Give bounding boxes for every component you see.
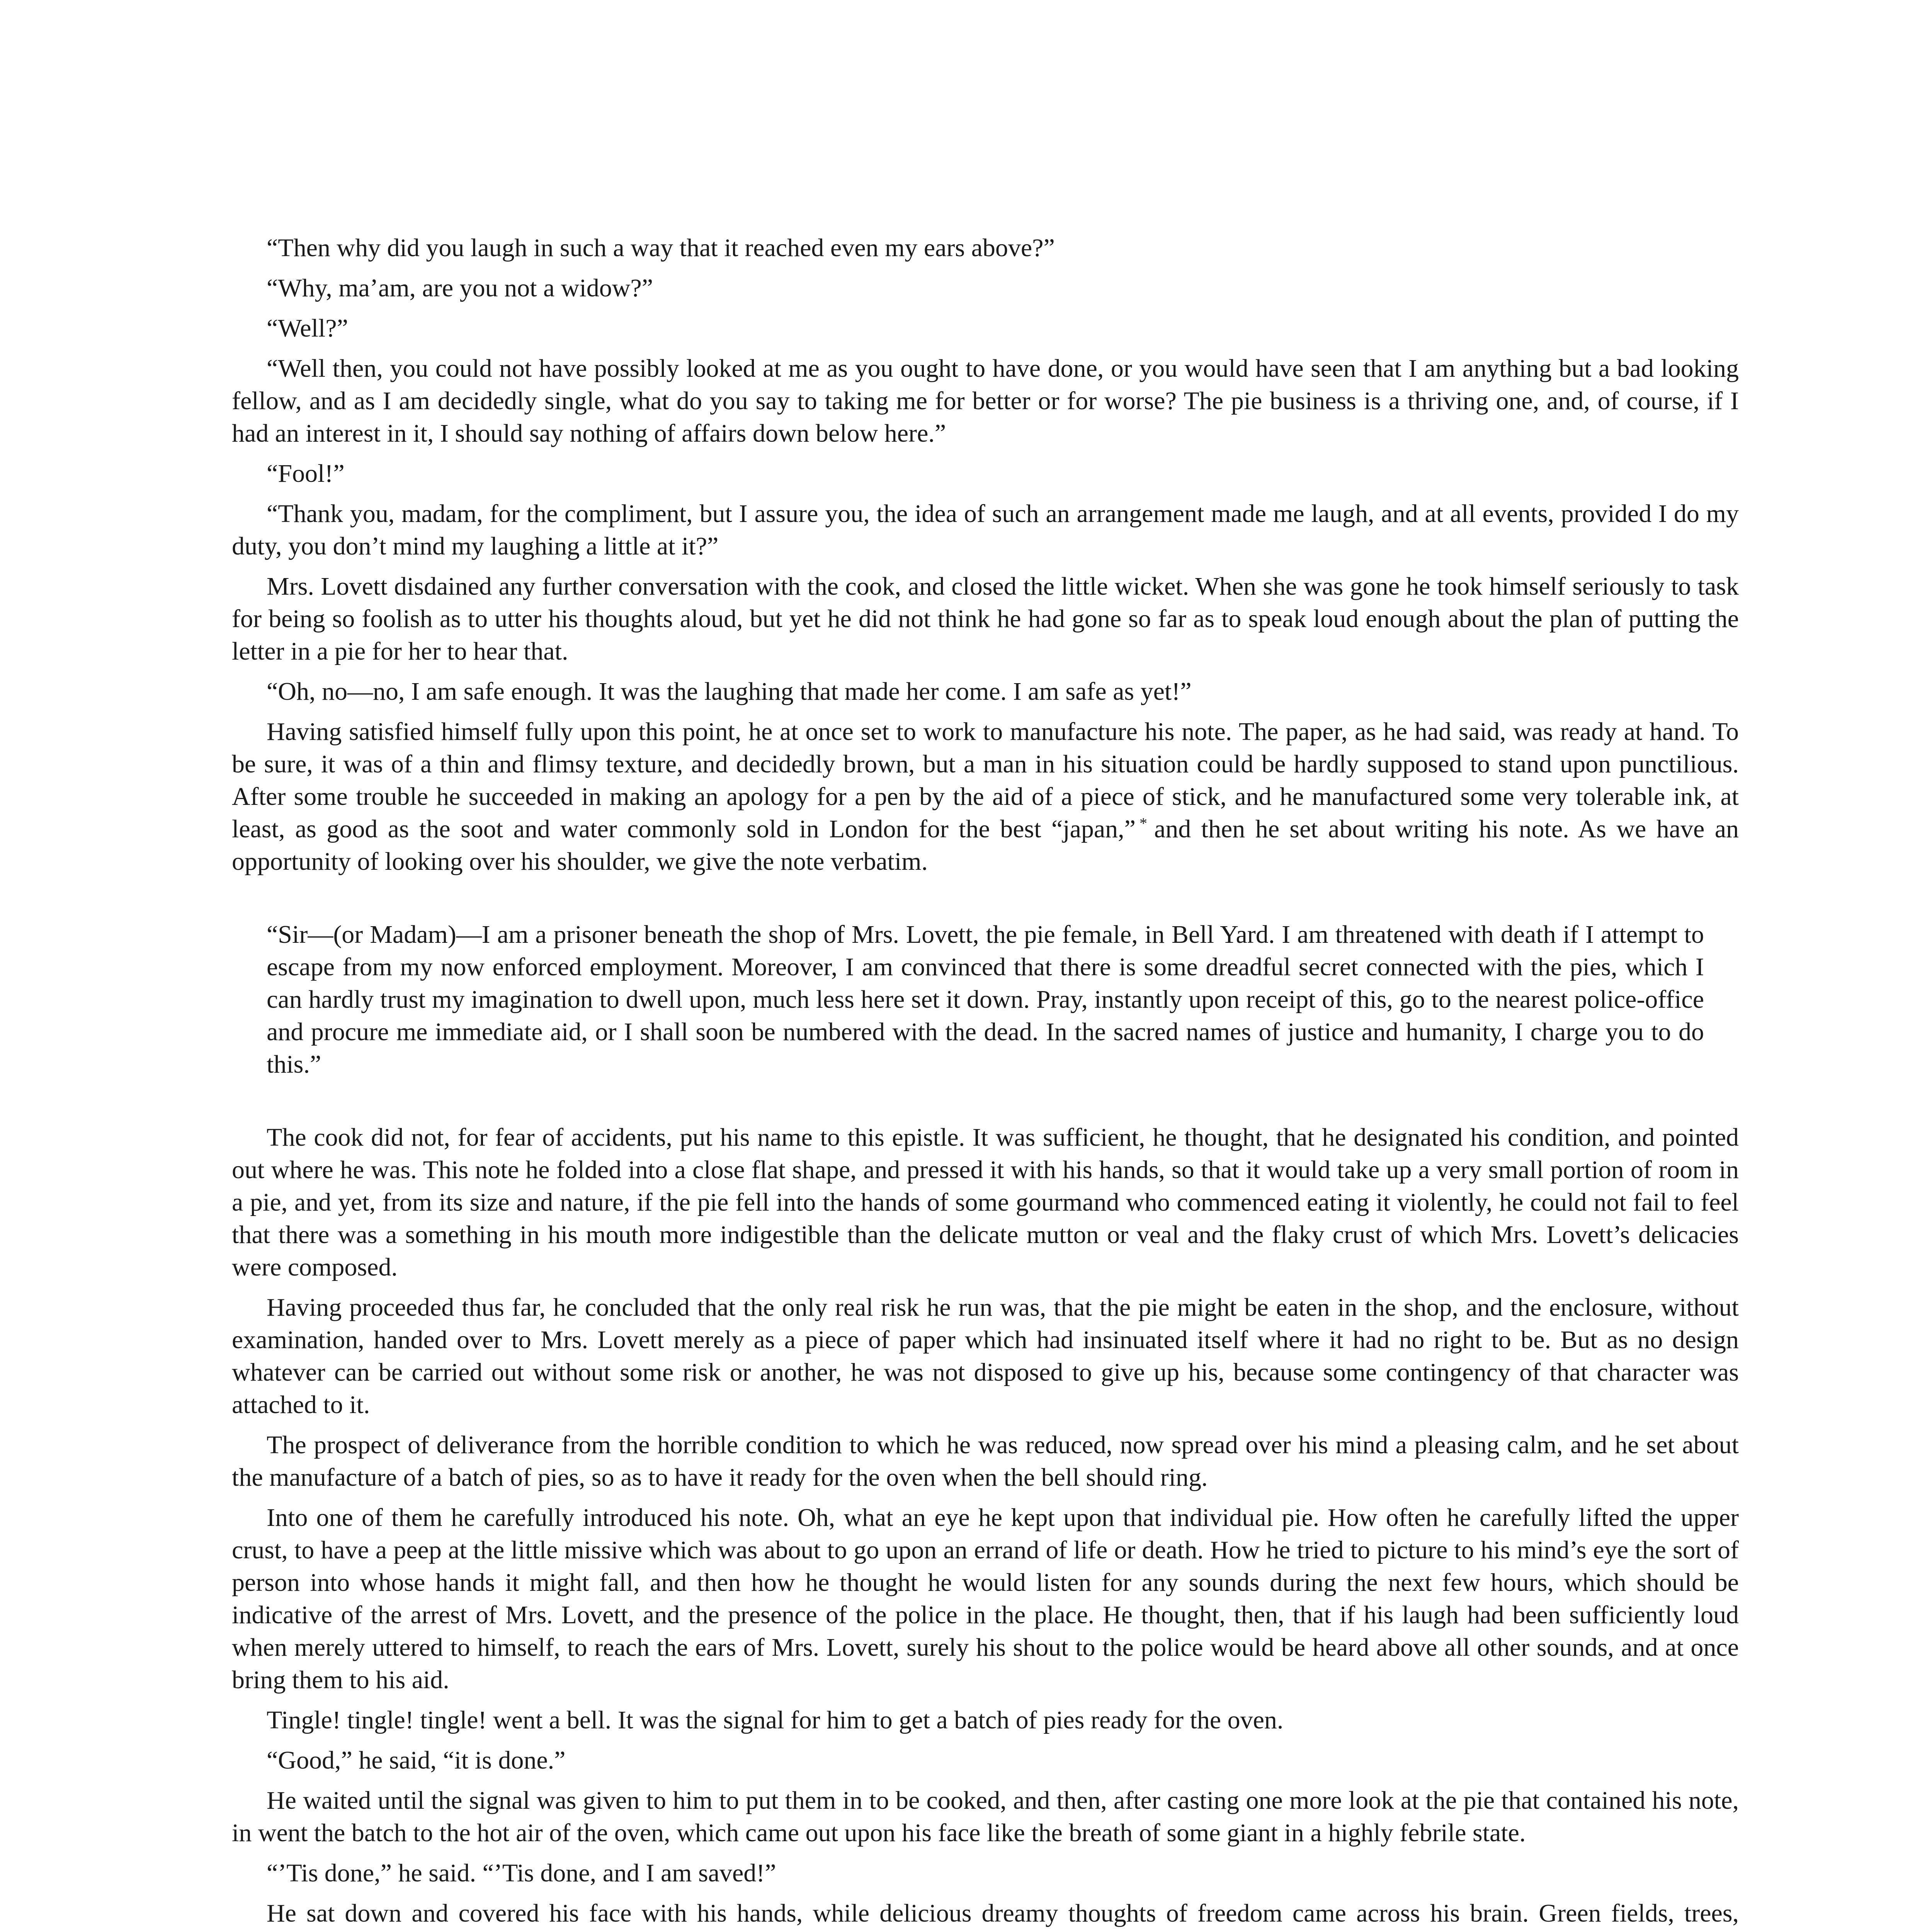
paragraph-4: “Well then, you could not have possibly looked at me as you ought to have done, or you would have seen that I am anything but a bad looking fellow, and as I am decidedly single, what do you say to taking me for better or for worse? The pie business is a thriving one, and, of course, if I had an interest in it, I should say nothing of affairs down below here.” <box>232 354 1739 447</box>
paragraph-14: Tingle! tingle! tingle! went a bell. It was the signal for him to get a batch of pies ready for the oven. <box>267 1706 1284 1734</box>
footnote-marker[interactable]: * <box>1139 815 1147 832</box>
paragraph-5: “Fool!” <box>267 459 345 488</box>
page-body <box>232 232 1739 1932</box>
paragraph-9-footnote <box>232 716 1739 878</box>
paragraph-1: “Then why did you laugh in such a way that it reached even my ears above?” <box>267 234 1055 262</box>
paragraph-6: “Thank you, madam, for the compliment, but I assure you, the idea of such an arrangement made me laugh, and at all events, provided I do my duty, you don’t mind my laughing a little at it?” <box>232 500 1739 560</box>
note-letter-blockquote: “Sir—(or Madam)—I am a prisoner beneath the shop of Mrs. Lovett, the pie female, in Bell Yard. I am threatened with death if I attempt to escape from my now enforced employment. Moreover, I am convinced that there is some dreadful secret connected with the pies, which I can hardly trust my imagination to dwell upon, much less here set it down. Pray, instantly upon receipt of this, go to the nearest police-office and procure me immediate aid, or I shall soon be numbered with the dead. In the sacred names of justice and humanity, I charge you to do this.” <box>267 920 1704 1078</box>
paragraph-7: Mrs. Lovett disdained any further conversation with the cook, and closed the little wicket. When she was gone he took himself seriously to task for being so foolish as to utter his thoughts aloud, but yet he did not think he had gone so far as to speak loud enough about the plan of putting the letter in a pie for her to hear that. <box>232 572 1739 665</box>
paragraph-3: “Well?” <box>267 314 348 342</box>
paragraph-12: The prospect of deliverance from the horrible condition to which he was reduced, now spread over his mind a pleasing calm, and he set about the manufacture of a batch of pies, so as to have it ready for the oven when the bell should ring. <box>232 1431 1739 1492</box>
paragraph-15: “Good,” he said, “it is done.” <box>267 1746 566 1774</box>
paragraph-11: Having proceeded thus far, he concluded that the only real risk he run was, that the pie might be eaten in the shop, and the enclosure, without examination, handed over to Mrs. Lovett merely as a piece of paper which had insinuated itself where it had no right to be. But as no design whatever can be carried out without some risk or another, he was not disposed to give up his, because some contingency of that character was attached to it. <box>232 1293 1739 1419</box>
paragraph-2: “Why, ma’am, are you not a widow?” <box>267 274 653 302</box>
paragraph-8: “Oh, no—no, I am safe enough. It was the laughing that made her come. I am safe as yet!” <box>267 677 1192 706</box>
paragraph-13: Into one of them he carefully introduced his note. Oh, what an eye he kept upon that individual pie. How often he carefully lifted the upper crust, to have a peep at the little missive which was about to go upon an errand of life or death. How he tried to picture to his mind’s eye the sort of person into whose hands it might fall, and then how he thought he would listen for any sounds during the next few hours, which should be indicative of the arrest of Mrs. Lovett, and the presence of the police in the place. He thought, then, that if his laugh had been sufficiently loud when merely uttered to himself, to reach the ears of Mrs. Lovett, surely his shout to the police would be heard above all other sounds, and at once bring them to his aid. <box>232 1503 1739 1694</box>
footnote-paragraph-text-after: and then he set about writing his note. As we have an opportunity of looking over his shoulder, we give the note verbatim. <box>232 815 1739 876</box>
footnote-paragraph-text-before: Having satisfied himself fully upon this point, he at once set to work to manufacture his note. The paper, as he had said, was ready at hand. To be sure, it was of a thin and flimsy texture, and decidedly brown, but a man in his situation could be hardly supposed to stand upon punctilious. After some trouble he succeeded in making an apology for a pen by the aid of a piece of stick, and he manufactured some very tolerable ink, at least, as good as the soot and water commonly sold in London for the best “japan,” <box>232 718 1739 843</box>
paragraph-17: “’Tis done,” he said. “’Tis done, and I am saved!” <box>267 1859 776 1887</box>
paragraph-16: He waited until the signal was given to him to put them in to be cooked, and then, after casting one more look at the pie that contained his note, in went the batch to the hot air of the oven, which came out upon his face like the breath of some giant in a highly febrile state. <box>232 1786 1739 1847</box>
paragraph-18: He sat down and covered his face with his hands, while delicious dreamy thoughts of freedom came across his brain. Green fields, trees, <box>267 1899 1739 1927</box>
paragraph-10: The cook did not, for fear of accidents, put his name to this epistle. It was sufficient, he thought, that he designated his condition, and pointed out where he was. This note he folded into a close flat shape, and pressed it with his hands, so that it would take up a very small portion of room in a pie, and yet, from its size and nature, if the pie fell into the hands of some gourmand who commenced eating it violently, he could not fail to feel that there was a something in his mouth more indigestible than the delicate mutton or veal and the flaky crust of which Mrs. Lovett’s delicacies were composed. <box>232 1123 1739 1281</box>
